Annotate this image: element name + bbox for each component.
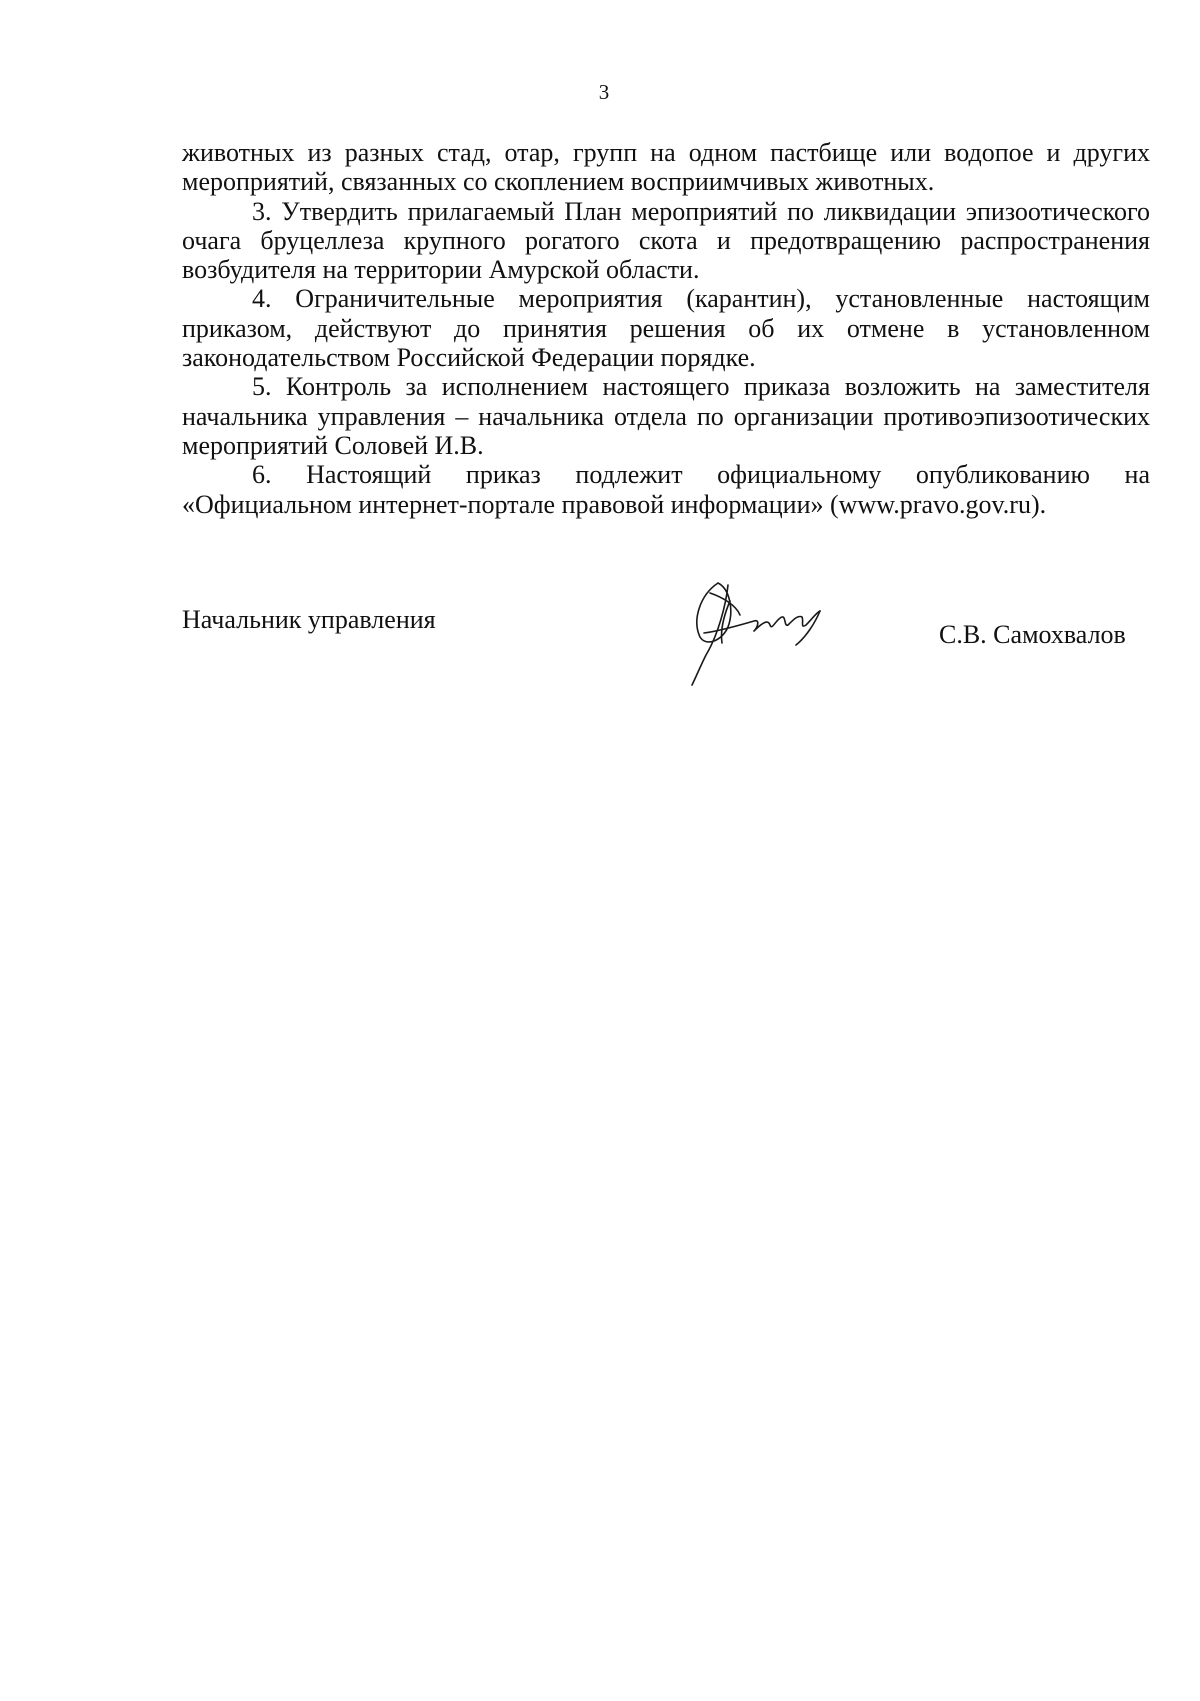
handwritten-signature <box>670 575 870 690</box>
paragraph-item-3: 3. Утвердить прилагаемый План мероприятий по ликвидации эпизоотического очага бруцеллеза крупного рогатого скота и предотвращению распространения возбудителя на территории Амурской области. <box>182 196 1150 285</box>
paragraph-item-6: 6. Настоящий приказ подлежит официальному опубликованию на «Официальном интернет-портале правовой информации» (www.pravo.gov.ru). <box>182 460 1150 519</box>
signer-position: Начальник управления <box>182 605 436 634</box>
paragraph-item-5: 5. Контроль за исполнением настоящего приказа возложить на заместителя начальника управления – начальника отдела по организации противоэпизоотических мероприятий Соловей И.В. <box>182 372 1150 460</box>
document-body <box>182 138 1150 519</box>
paragraph-continuation: животных из разных стад, отар, групп на одном пастбище или водопое и других мероприятий, связанных со скоплением восприимчивых животных. <box>182 138 1150 197</box>
page-number: 3 <box>598 80 610 104</box>
paragraph-item-4: 4. Ограничительные мероприятия (карантин), установленные настоящим приказом, действуют до принятия решения об их отмене в установленном законодательством Российской Федерации порядке. <box>182 284 1150 373</box>
signer-name: С.В. Самохвалов <box>939 620 1126 649</box>
signature-block <box>0 575 1200 695</box>
